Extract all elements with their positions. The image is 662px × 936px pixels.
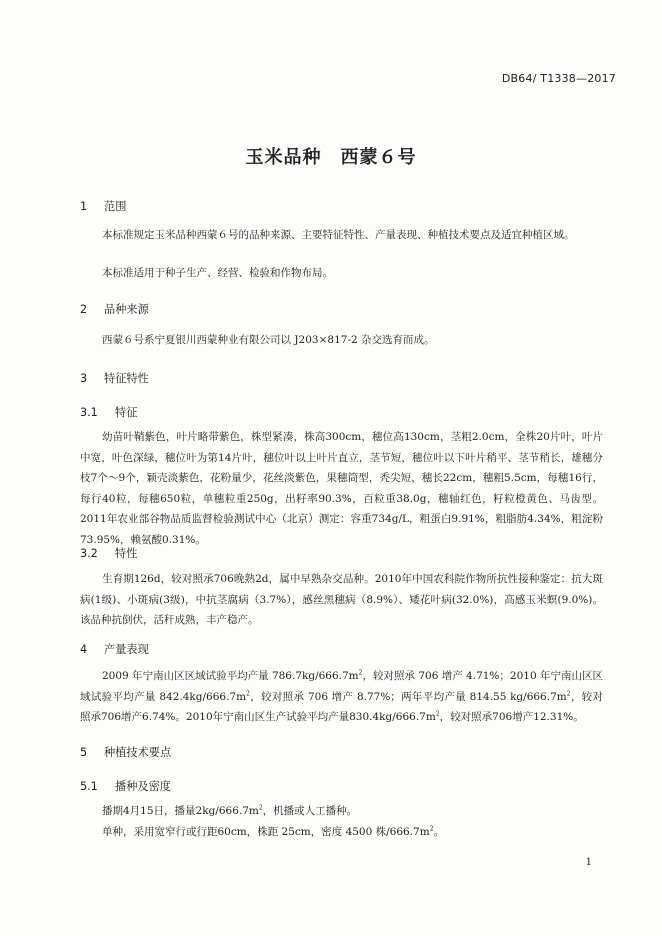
paragraph: 生育期126d，较对照承706晚熟2d，属中早熟杂交品种。2010年中国农科院作物所抗性接种鉴定：抗大斑病(1级)、小斑病(3级)，中抗茎腐病（3.7%），感丝黑穗病（8.9%）、矮花叶病(32.0%)，高感玉米螟(9.0%)。该品种抗倒伏，活秆成熟，丰产稳产。 — [80, 573, 603, 626]
section-title: 范围 — [104, 200, 127, 213]
section-number: 4 — [80, 643, 88, 656]
subsection-title: 播种及密度 — [115, 780, 171, 793]
paragraph: 单种，采用宽窄行或行距60cm，株距 25cm，密度 4500 株$/666.7m^2$。 — [102, 825, 445, 838]
section-title: 种植技术要点 — [104, 746, 172, 759]
subsection-title: 特性 — [115, 547, 138, 560]
paragraph: 播期4月15日，播量$2kg/666.7m^2$，机播或人工播种。 — [102, 804, 358, 817]
section-title: 产量表现 — [104, 643, 149, 656]
section-number: 2 — [80, 303, 88, 316]
section-heading-1 — [80, 198, 126, 214]
subsection-heading-3-1 — [80, 404, 137, 420]
section-number: 1 — [80, 200, 88, 213]
subsection-number: 3.2 — [80, 547, 98, 560]
paragraph: 本标准适用于种子生产、经营、检验和作物布局。 — [102, 267, 333, 279]
section-number: 5 — [80, 746, 88, 759]
paragraph: 幼苗叶鞘紫色，叶片略带紫色，株型紧凑，株高300cm，穗位高130cm，茎粗2.0cm，全株20片叶，叶片中宽，叶色深绿，穗位叶为第14片叶，穗位叶以上叶片直立，茎节短，穗位叶以下叶片稍平、茎节稍长，雄穗分枝7个～9个，颖壳淡紫色，花粉量少，花丝淡紫色，果穗筒型，秃尖短，穗长22cm，穗粗5.5cm，每穗16行，每行40粒，每穗650粒，单穗粒重250g，出籽率90.3%，百粒重38.0g，穗轴红色，籽粒橙黄色、马齿型。2011年农业部谷物品质监督检验测试中心（北京）测定：容重734g/L，粗蛋白9.91%，粗脂肪4.34%，粗淀粉73.95%，赖氨酸0.31%。 — [80, 431, 603, 546]
subsection-heading-3-2 — [80, 545, 137, 561]
section-title: 特征特性 — [104, 372, 149, 385]
subsection-number: 5.1 — [80, 780, 98, 793]
paragraph: 本标准规定玉米品种西蒙６号的品种来源、主要特征特性、产量表现、种植技术要点及适宜种植区域。 — [102, 229, 575, 241]
section-heading-4 — [80, 641, 149, 657]
section-title: 品种来源 — [104, 303, 149, 316]
subsection-title: 特征 — [115, 406, 138, 419]
document-number: DB64/ T1338—2017 — [501, 72, 616, 85]
section-heading-3 — [80, 370, 149, 386]
paragraph: 2009 年宁南山区区域试验平均产量 $786.7kg/666.7m^2$，较对照承 706 增产 4.71%；2010 年宁南山区区域试验平均产量 $842.4kg/666.7m^2$，较对照承 706 增产 8.77%；两年平均产量 814.55 $kg/666.7m^2$，较对照承706增产6.74%。2010年宁南山区生产试验平均产量$830.4kg/666.7m^2$，较对照承706增产12.31%。 — [80, 669, 603, 723]
section-heading-5 — [80, 744, 171, 760]
section-number: 3 — [80, 372, 88, 385]
paragraph: 西蒙６号系宁夏银川西蒙种业有限公司以 J203×817-2 杂交选育而成。 — [102, 334, 435, 346]
page-title: 玉米品种 西蒙６号 — [245, 147, 417, 168]
section-heading-2 — [80, 301, 149, 317]
page-number: 1 — [585, 857, 592, 868]
subsection-number: 3.1 — [80, 406, 98, 419]
subsection-heading-5-1 — [80, 778, 171, 794]
